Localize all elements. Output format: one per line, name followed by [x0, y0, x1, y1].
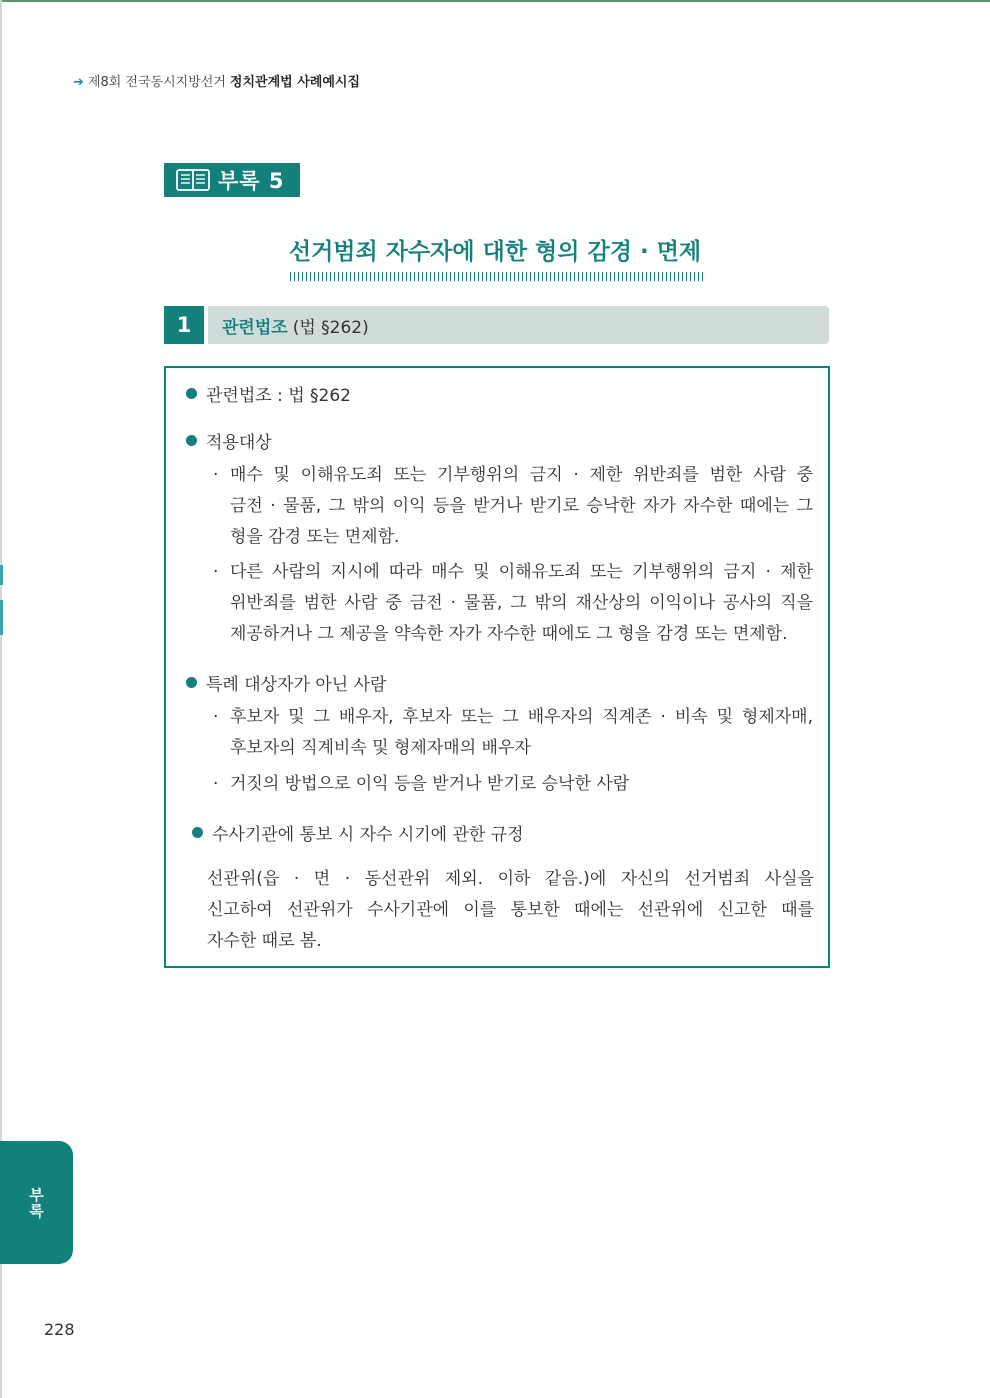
list-line: 후보자 및 그 배우자, 후보자 또는 그 배우자의 직계존 · 비속 및 형제자매, — [230, 707, 813, 727]
left-edge-mark — [0, 565, 3, 585]
section-number: 1 — [164, 306, 204, 344]
list-line: 다른 사람의 지시에 따라 매수 및 이해유도죄 또는 기부행위의 금지 · 제한 — [230, 562, 813, 582]
running-head-title: 정치관계법 사례예시집 — [229, 75, 360, 90]
list-line: 거짓의 방법으로 이익 등을 받거나 받기로 승낙한 사람 — [230, 774, 630, 794]
middle-dot-icon: · — [213, 562, 219, 582]
paragraph-line: 신고하여 선관위가 수사기관에 이를 통보한 때에는 선관위에 신고한 때를 — [207, 900, 814, 920]
middle-dot-icon: · — [213, 707, 219, 727]
running-head-prefix: 제8회 전국동시지방선거 — [87, 75, 226, 90]
list-line: 매수 및 이해유도죄 또는 기부행위의 금지 · 제한 위반죄를 범한 사람 중 — [230, 465, 813, 485]
list-item — [213, 557, 813, 650]
bullet-text: 수사기관에 통보 시 자수 시기에 관한 규정 — [212, 825, 524, 845]
page-title: 선거범죄 자수자에 대한 형의 감경 · 면제 — [288, 239, 702, 265]
bullet-item — [186, 428, 272, 453]
bullet-item — [186, 670, 386, 695]
bullet-dot-icon — [186, 435, 197, 446]
bullet-text: 특례 대상자가 아닌 사람 — [206, 675, 387, 695]
list-line: 후보자의 직계비속 및 형제자매의 배우자 — [230, 738, 531, 758]
bullet-text: 적용대상 — [206, 433, 272, 453]
left-edge-mark — [0, 600, 3, 635]
appendix-label: 부록 5 — [218, 169, 285, 193]
bullet-dot-icon — [186, 388, 197, 399]
arrow-icon: ➔ — [73, 75, 84, 90]
appendix-badge — [164, 163, 300, 197]
bullet-dot-icon — [186, 677, 197, 688]
bullet-item — [186, 381, 351, 406]
side-tab — [0, 1141, 73, 1264]
side-tab-label: 부록 — [27, 1186, 45, 1219]
list-line: 제공하거나 그 제공을 약속한 자가 자수한 때에도 그 형을 감경 또는 면제함. — [230, 624, 788, 644]
list-item — [213, 769, 813, 800]
book-icon — [176, 169, 210, 191]
bullet-dot-icon — [192, 827, 203, 838]
running-head — [73, 71, 360, 90]
list-line: 금전 · 물품, 그 밖의 이익 등을 받거나 받기로 승낙한 자가 자수한 때에는 그 — [230, 496, 813, 516]
middle-dot-icon: · — [213, 774, 219, 794]
paragraph — [207, 864, 814, 957]
list-item — [213, 702, 813, 764]
title-underline — [290, 272, 704, 281]
section-subheading: (법 §262) — [292, 317, 369, 338]
list-line: 형을 감경 또는 면제함. — [230, 527, 400, 547]
page-number: 228 — [44, 1320, 75, 1339]
list-line: 위반죄를 범한 사람 중 금전 · 물품, 그 밖의 재산상의 이익이나 공사의 직을 — [230, 593, 813, 613]
middle-dot-icon: · — [213, 465, 219, 485]
bullet-item — [192, 820, 524, 845]
top-rule — [0, 0, 990, 2]
list-item — [213, 460, 813, 553]
bullet-text: 관련법조 : 법 §262 — [206, 386, 351, 406]
section-header — [208, 306, 829, 344]
section-heading: 관련법조 — [222, 317, 288, 338]
paragraph-line: 선관위(읍 · 면 · 동선관위 제외. 이하 같음.)에 자신의 선거범죄 사실을 — [207, 869, 814, 889]
paragraph-line: 자수한 때로 봄. — [207, 931, 322, 951]
